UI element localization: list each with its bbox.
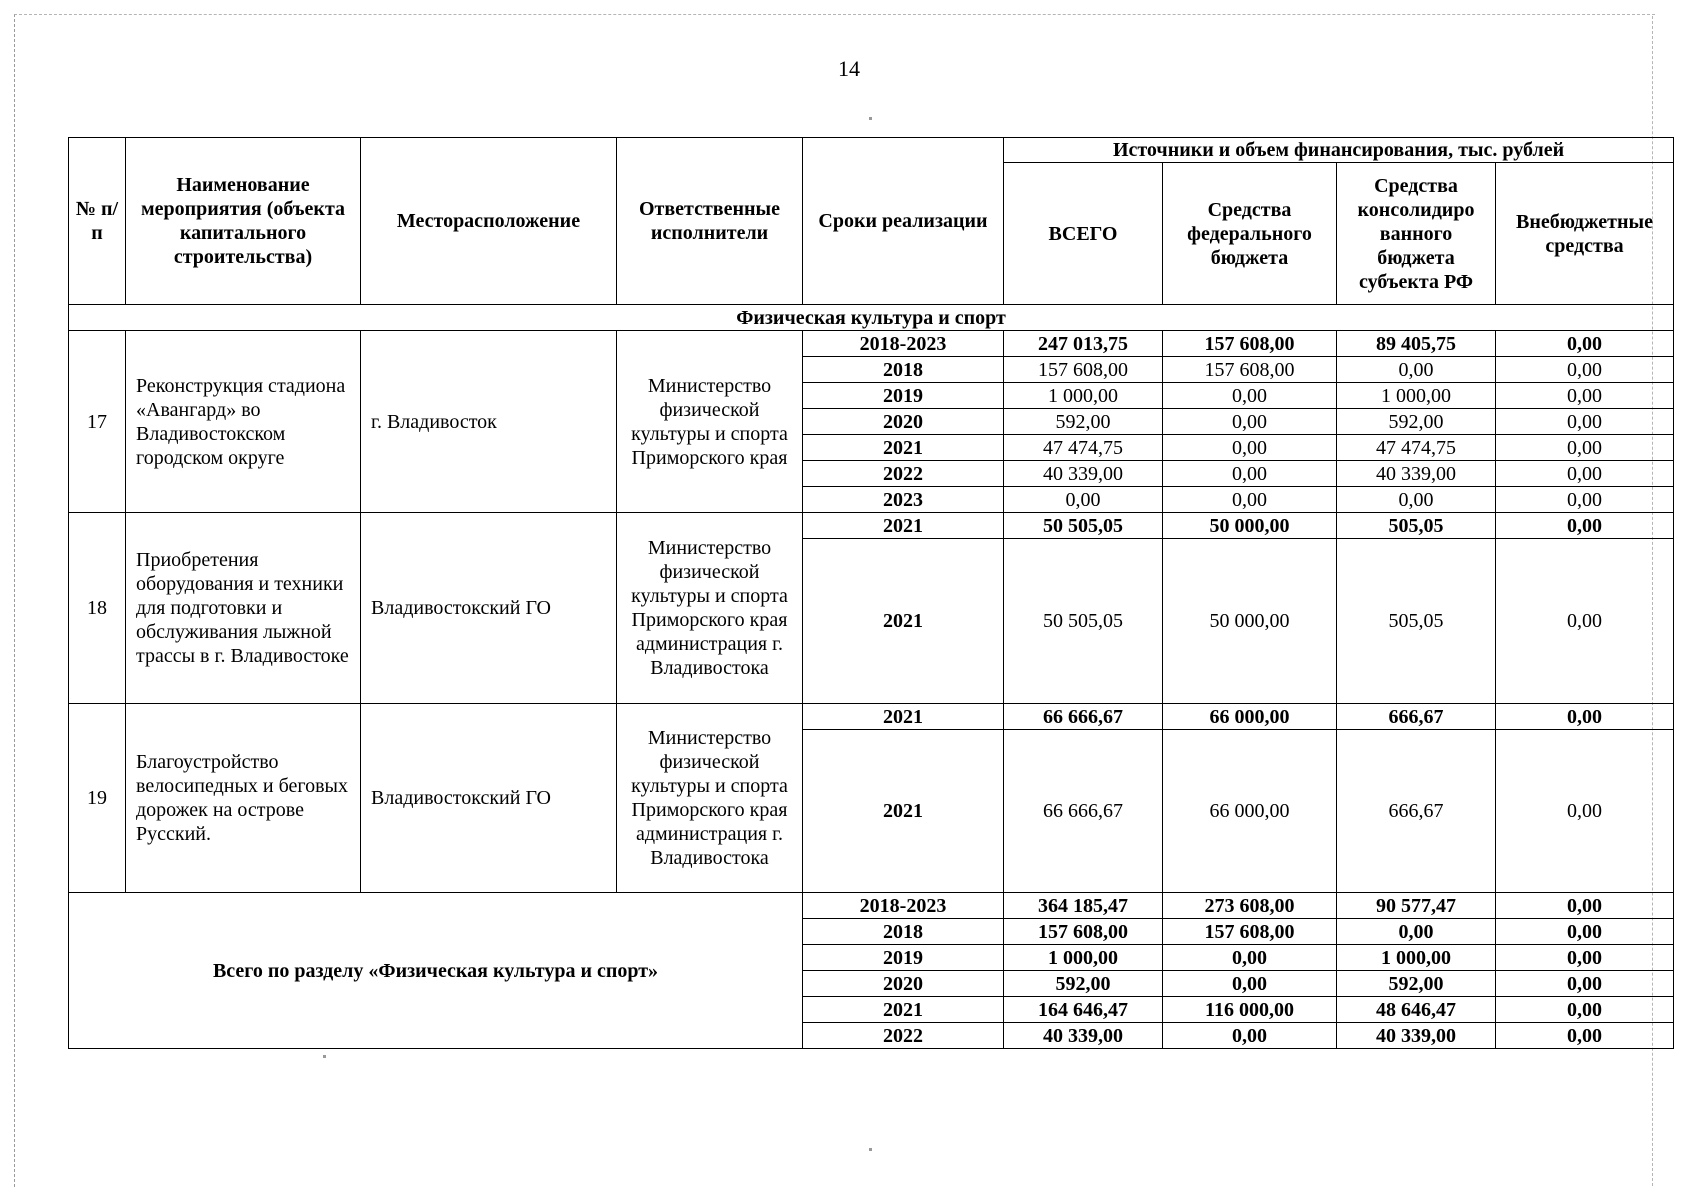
item-location: Владивостокский ГО bbox=[361, 704, 617, 893]
federal-cell: 157 608,00 bbox=[1163, 331, 1337, 357]
summary-federal-cell: 0,00 bbox=[1163, 1023, 1337, 1049]
period-cell: 2021 bbox=[803, 704, 1004, 730]
header-period: Сроки реализации bbox=[803, 138, 1004, 305]
header-federal: Средства федерального бюджета bbox=[1163, 163, 1337, 305]
total-cell: 157 608,00 bbox=[1004, 357, 1163, 383]
header-total: ВСЕГО bbox=[1004, 163, 1163, 305]
summary-period-cell: 2018 bbox=[803, 919, 1004, 945]
extra-cell: 0,00 bbox=[1496, 461, 1674, 487]
summary-regional-cell: 0,00 bbox=[1337, 919, 1496, 945]
period-cell: 2021 bbox=[803, 730, 1004, 893]
summary-period-cell: 2020 bbox=[803, 971, 1004, 997]
header-financing: Источники и объем финансирования, тыс. рублей bbox=[1004, 138, 1674, 163]
item-name: Реконструкция стадиона «Авангард» во Владивостокском городском округе bbox=[126, 331, 361, 513]
regional-cell: 0,00 bbox=[1337, 487, 1496, 513]
total-cell: 47 474,75 bbox=[1004, 435, 1163, 461]
scan-speck bbox=[869, 1148, 872, 1151]
header-extra: Внебюджетные средства bbox=[1496, 163, 1674, 305]
summary-extra-cell: 0,00 bbox=[1496, 945, 1674, 971]
table-row bbox=[69, 704, 1674, 730]
summary-label: Всего по разделу «Физическая культура и спорт» bbox=[69, 893, 803, 1049]
page-number: 14 bbox=[838, 56, 860, 81]
extra-cell: 0,00 bbox=[1496, 383, 1674, 409]
summary-extra-cell: 0,00 bbox=[1496, 919, 1674, 945]
summary-extra-cell: 0,00 bbox=[1496, 1023, 1674, 1049]
extra-cell: 0,00 bbox=[1496, 730, 1674, 893]
item-number: 18 bbox=[69, 513, 126, 704]
summary-regional-cell: 592,00 bbox=[1337, 971, 1496, 997]
period-cell: 2021 bbox=[803, 513, 1004, 539]
federal-cell: 0,00 bbox=[1163, 487, 1337, 513]
extra-cell: 0,00 bbox=[1496, 487, 1674, 513]
item-location: г. Владивосток bbox=[361, 331, 617, 513]
federal-cell: 66 000,00 bbox=[1163, 704, 1337, 730]
summary-regional-cell: 90 577,47 bbox=[1337, 893, 1496, 919]
regional-cell: 89 405,75 bbox=[1337, 331, 1496, 357]
summary-federal-cell: 157 608,00 bbox=[1163, 919, 1337, 945]
federal-cell: 0,00 bbox=[1163, 435, 1337, 461]
extra-cell: 0,00 bbox=[1496, 513, 1674, 539]
summary-total-cell: 40 339,00 bbox=[1004, 1023, 1163, 1049]
summary-total-cell: 1 000,00 bbox=[1004, 945, 1163, 971]
item-number: 17 bbox=[69, 331, 126, 513]
summary-period-cell: 2022 bbox=[803, 1023, 1004, 1049]
total-cell: 592,00 bbox=[1004, 409, 1163, 435]
summary-period-cell: 2021 bbox=[803, 997, 1004, 1023]
regional-cell: 47 474,75 bbox=[1337, 435, 1496, 461]
period-cell: 2020 bbox=[803, 409, 1004, 435]
federal-cell: 50 000,00 bbox=[1163, 513, 1337, 539]
summary-regional-cell: 1 000,00 bbox=[1337, 945, 1496, 971]
item-responsible: Министерство физической культуры и спорта Приморского края администрация г. Владивостока bbox=[617, 704, 803, 893]
extra-cell: 0,00 bbox=[1496, 331, 1674, 357]
federal-cell: 50 000,00 bbox=[1163, 539, 1337, 704]
summary-total-cell: 592,00 bbox=[1004, 971, 1163, 997]
regional-cell: 505,05 bbox=[1337, 539, 1496, 704]
period-cell: 2021 bbox=[803, 435, 1004, 461]
extra-cell: 0,00 bbox=[1496, 435, 1674, 461]
federal-cell: 0,00 bbox=[1163, 383, 1337, 409]
header-number: № п/п bbox=[69, 138, 126, 305]
total-cell: 50 505,05 bbox=[1004, 539, 1163, 704]
financing-table bbox=[68, 137, 1674, 1049]
federal-cell: 0,00 bbox=[1163, 461, 1337, 487]
item-name: Приобретения оборудования и техники для подготовки и обслуживания лыжной трассы в г. Владивостоке bbox=[126, 513, 361, 704]
total-cell: 1 000,00 bbox=[1004, 383, 1163, 409]
regional-cell: 1 000,00 bbox=[1337, 383, 1496, 409]
table-row bbox=[69, 513, 1674, 539]
federal-cell: 0,00 bbox=[1163, 409, 1337, 435]
total-cell: 50 505,05 bbox=[1004, 513, 1163, 539]
scan-speck bbox=[323, 1055, 326, 1058]
total-cell: 40 339,00 bbox=[1004, 461, 1163, 487]
total-cell: 66 666,67 bbox=[1004, 730, 1163, 893]
extra-cell: 0,00 bbox=[1496, 704, 1674, 730]
header-responsible: Ответственные исполнители bbox=[617, 138, 803, 305]
summary-federal-cell: 0,00 bbox=[1163, 971, 1337, 997]
summary-federal-cell: 273 608,00 bbox=[1163, 893, 1337, 919]
extra-cell: 0,00 bbox=[1496, 539, 1674, 704]
summary-period-cell: 2018-2023 bbox=[803, 893, 1004, 919]
period-cell: 2018 bbox=[803, 357, 1004, 383]
total-cell: 0,00 bbox=[1004, 487, 1163, 513]
table-row bbox=[69, 331, 1674, 357]
summary-total-cell: 164 646,47 bbox=[1004, 997, 1163, 1023]
regional-cell: 592,00 bbox=[1337, 409, 1496, 435]
scan-speck bbox=[869, 117, 872, 120]
total-cell: 247 013,75 bbox=[1004, 331, 1163, 357]
summary-regional-cell: 40 339,00 bbox=[1337, 1023, 1496, 1049]
federal-cell: 157 608,00 bbox=[1163, 357, 1337, 383]
regional-cell: 40 339,00 bbox=[1337, 461, 1496, 487]
summary-federal-cell: 116 000,00 bbox=[1163, 997, 1337, 1023]
item-name: Благоустройство велосипедных и беговых дорожек на острове Русский. bbox=[126, 704, 361, 893]
period-cell: 2019 bbox=[803, 383, 1004, 409]
item-location: Владивостокский ГО bbox=[361, 513, 617, 704]
section-title: Физическая культура и спорт bbox=[69, 305, 1674, 331]
federal-cell: 66 000,00 bbox=[1163, 730, 1337, 893]
summary-extra-cell: 0,00 bbox=[1496, 893, 1674, 919]
summary-row bbox=[69, 893, 1674, 919]
summary-period-cell: 2019 bbox=[803, 945, 1004, 971]
summary-regional-cell: 48 646,47 bbox=[1337, 997, 1496, 1023]
item-number: 19 bbox=[69, 704, 126, 893]
regional-cell: 666,67 bbox=[1337, 704, 1496, 730]
period-cell: 2022 bbox=[803, 461, 1004, 487]
summary-total-cell: 157 608,00 bbox=[1004, 919, 1163, 945]
summary-extra-cell: 0,00 bbox=[1496, 971, 1674, 997]
summary-total-cell: 364 185,47 bbox=[1004, 893, 1163, 919]
total-cell: 66 666,67 bbox=[1004, 704, 1163, 730]
regional-cell: 666,67 bbox=[1337, 730, 1496, 893]
extra-cell: 0,00 bbox=[1496, 357, 1674, 383]
header-regional: Средства консолидиро ванного бюджета субъекта РФ bbox=[1337, 163, 1496, 305]
item-responsible: Министерство физической культуры и спорта Приморского края администрация г. Владивостока bbox=[617, 513, 803, 704]
regional-cell: 505,05 bbox=[1337, 513, 1496, 539]
period-cell: 2018-2023 bbox=[803, 331, 1004, 357]
item-responsible: Министерство физической культуры и спорта Приморского края bbox=[617, 331, 803, 513]
period-cell: 2023 bbox=[803, 487, 1004, 513]
header-location: Месторасположение bbox=[361, 138, 617, 305]
extra-cell: 0,00 bbox=[1496, 409, 1674, 435]
header-name: Наименование мероприятия (объекта капитального строительства) bbox=[126, 138, 361, 305]
summary-extra-cell: 0,00 bbox=[1496, 997, 1674, 1023]
summary-federal-cell: 0,00 bbox=[1163, 945, 1337, 971]
period-cell: 2021 bbox=[803, 539, 1004, 704]
regional-cell: 0,00 bbox=[1337, 357, 1496, 383]
